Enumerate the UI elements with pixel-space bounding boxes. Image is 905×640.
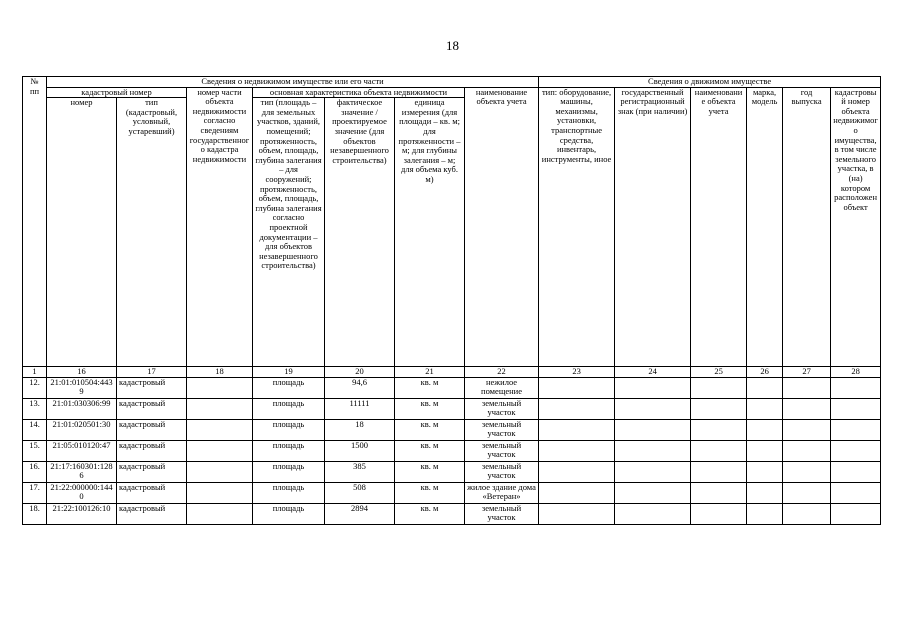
object-name: земельный участок [465, 461, 539, 482]
object-name: нежилое помещение [465, 377, 539, 398]
empty-movable-cell [783, 377, 831, 398]
empty-movable-cell [691, 377, 747, 398]
column-number: 27 [783, 367, 831, 378]
column-number: 17 [117, 367, 187, 378]
main-char-group-header: основная характеристика объекта недвижимости [253, 87, 465, 98]
object-name: земельный участок [465, 440, 539, 461]
cadastral-number: 21:01:010504:4439 [47, 377, 117, 398]
cadastral-type: кадастровый [117, 398, 187, 419]
column-numbers-row [23, 367, 881, 378]
characteristic-type: площадь [253, 440, 325, 461]
empty-movable-cell [615, 377, 691, 398]
measurement-unit: кв. м [395, 461, 465, 482]
measurement-unit: кв. м [395, 398, 465, 419]
empty-movable-cell [783, 398, 831, 419]
empty-movable-cell [783, 461, 831, 482]
empty-movable-cell [539, 482, 615, 503]
empty-movable-cell [615, 461, 691, 482]
cadastral-type: кадастровый [117, 482, 187, 503]
row-number: 17. [23, 482, 47, 503]
column-number: 24 [615, 367, 691, 378]
empty-movable-cell [539, 419, 615, 440]
cadastral-number: 21:22:000000:1440 [47, 482, 117, 503]
cadastral-type: кадастровый [117, 377, 187, 398]
table-row [23, 503, 881, 524]
cadastral-number: 21:01:030306:99 [47, 398, 117, 419]
column-number: 16 [47, 367, 117, 378]
cadastral-type: кадастровый [117, 440, 187, 461]
column-number: 1 [23, 367, 47, 378]
measurement-unit: кв. м [395, 482, 465, 503]
cadastral-group-header: кадастровый номер [47, 87, 187, 98]
cadastral-type: кадастровый [117, 503, 187, 524]
land-cadastral-header: кадастровый номер объекта недвижимого имущества, в том числе земельного участка, в (на) котором расположен объект [831, 87, 881, 367]
object-name: земельный участок [465, 419, 539, 440]
empty-movable-cell [539, 461, 615, 482]
empty-movable-cell [691, 440, 747, 461]
object-name: жилое здание дома «Ветеран» [465, 482, 539, 503]
row-number: 14. [23, 419, 47, 440]
movable-name-header: наименование объекта учета [691, 87, 747, 367]
part-number [187, 482, 253, 503]
empty-movable-cell [691, 398, 747, 419]
column-number: 22 [465, 367, 539, 378]
characteristic-type: площадь [253, 503, 325, 524]
part-number [187, 503, 253, 524]
column-number: 28 [831, 367, 881, 378]
empty-movable-cell [615, 482, 691, 503]
empty-movable-cell [747, 461, 783, 482]
empty-movable-cell [747, 377, 783, 398]
characteristic-type: площадь [253, 377, 325, 398]
state-reg-sign-header: государственный регистрационный знак (при наличии) [615, 87, 691, 367]
empty-movable-cell [783, 440, 831, 461]
empty-movable-cell [691, 503, 747, 524]
empty-movable-cell [691, 419, 747, 440]
cadastral-number: 21:01:020501:30 [47, 419, 117, 440]
column-number: 18 [187, 367, 253, 378]
characteristic-type: площадь [253, 419, 325, 440]
part-number [187, 461, 253, 482]
object-name: земельный участок [465, 398, 539, 419]
actual-value-header: фактическое значение / проектируемое значение (для объектов незавершенного строительства) [325, 98, 395, 367]
empty-movable-cell [831, 461, 881, 482]
empty-movable-cell [831, 440, 881, 461]
year-header: год выпуска [783, 87, 831, 367]
empty-movable-cell [539, 398, 615, 419]
part-number-header: номер части объекта недвижимости согласно сведениям государственного кадастра недвижимости [187, 87, 253, 367]
column-number: 21 [395, 367, 465, 378]
column-number: 25 [691, 367, 747, 378]
row-number: 16. [23, 461, 47, 482]
row-number: 13. [23, 398, 47, 419]
empty-movable-cell [615, 398, 691, 419]
empty-movable-cell [747, 482, 783, 503]
empty-movable-cell [539, 440, 615, 461]
property-register-table [22, 76, 881, 525]
cadastral-type: кадастровый [117, 419, 187, 440]
measurement-unit: кв. м [395, 440, 465, 461]
brand-model-header: марка, модель [747, 87, 783, 367]
realty-group-header: Сведения о недвижимом имуществе или его части [47, 77, 539, 88]
empty-movable-cell [747, 419, 783, 440]
object-name: земельный участок [465, 503, 539, 524]
empty-movable-cell [831, 503, 881, 524]
empty-movable-cell [783, 419, 831, 440]
measurement-unit: кв. м [395, 503, 465, 524]
empty-movable-cell [831, 419, 881, 440]
empty-movable-cell [539, 503, 615, 524]
characteristic-value: 385 [325, 461, 395, 482]
characteristic-type: площадь [253, 398, 325, 419]
characteristic-value: 94,6 [325, 377, 395, 398]
characteristic-value: 1500 [325, 440, 395, 461]
unit-header: единица измерения (для площади – кв. м; для протяженности – м; для глубины залегания – м; для объема куб. м) [395, 98, 465, 367]
empty-movable-cell [783, 503, 831, 524]
empty-movable-cell [831, 482, 881, 503]
measurement-unit: кв. м [395, 377, 465, 398]
cad-type-header: тип (кадастровый, условный, устаревший) [117, 98, 187, 367]
object-name-header: наименование объекта учета [465, 87, 539, 367]
row-number: 18. [23, 503, 47, 524]
empty-movable-cell [747, 398, 783, 419]
column-number: 23 [539, 367, 615, 378]
empty-movable-cell [691, 461, 747, 482]
part-number [187, 440, 253, 461]
table-row [23, 461, 881, 482]
table-row [23, 482, 881, 503]
empty-movable-cell [615, 503, 691, 524]
page-number: 18 [446, 38, 459, 53]
char-type-header: тип (площадь – для земельных участков, зданий, помещений; протяженность, объем, площадь, глубина залегания – для сооружений; протяженность, объем, площадь, глубина залегания согласно проектной документации – для объектов незавершенного строительства) [253, 98, 325, 367]
empty-movable-cell [691, 482, 747, 503]
column-number: 26 [747, 367, 783, 378]
part-number [187, 377, 253, 398]
col-no-header: № пп [23, 77, 47, 367]
cadastral-number: 21:05:010120:47 [47, 440, 117, 461]
row-number: 15. [23, 440, 47, 461]
cadastral-number: 21:22:100126:10 [47, 503, 117, 524]
empty-movable-cell [615, 440, 691, 461]
measurement-unit: кв. м [395, 419, 465, 440]
table-row [23, 440, 881, 461]
movable-group-header: Сведения о движимом имуществе [539, 77, 881, 88]
characteristic-type: площадь [253, 482, 325, 503]
empty-movable-cell [831, 377, 881, 398]
part-number [187, 419, 253, 440]
characteristic-value: 2894 [325, 503, 395, 524]
movable-type-header: тип: оборудование, машины, механизмы, установки, транспортные средства, инвентарь, инструменты, иное [539, 87, 615, 367]
column-number: 20 [325, 367, 395, 378]
empty-movable-cell [831, 398, 881, 419]
empty-movable-cell [747, 503, 783, 524]
column-number: 19 [253, 367, 325, 378]
characteristic-type: площадь [253, 461, 325, 482]
cadastral-type: кадастровый [117, 461, 187, 482]
empty-movable-cell [747, 440, 783, 461]
cad-number-header: номер [47, 98, 117, 367]
row-number: 12. [23, 377, 47, 398]
empty-movable-cell [539, 377, 615, 398]
empty-movable-cell [783, 482, 831, 503]
characteristic-value: 18 [325, 419, 395, 440]
table-row [23, 398, 881, 419]
part-number [187, 398, 253, 419]
table-row [23, 419, 881, 440]
table-row [23, 377, 881, 398]
empty-movable-cell [615, 419, 691, 440]
characteristic-value: 11111 [325, 398, 395, 419]
cadastral-number: 21:17:160301:1286 [47, 461, 117, 482]
characteristic-value: 508 [325, 482, 395, 503]
